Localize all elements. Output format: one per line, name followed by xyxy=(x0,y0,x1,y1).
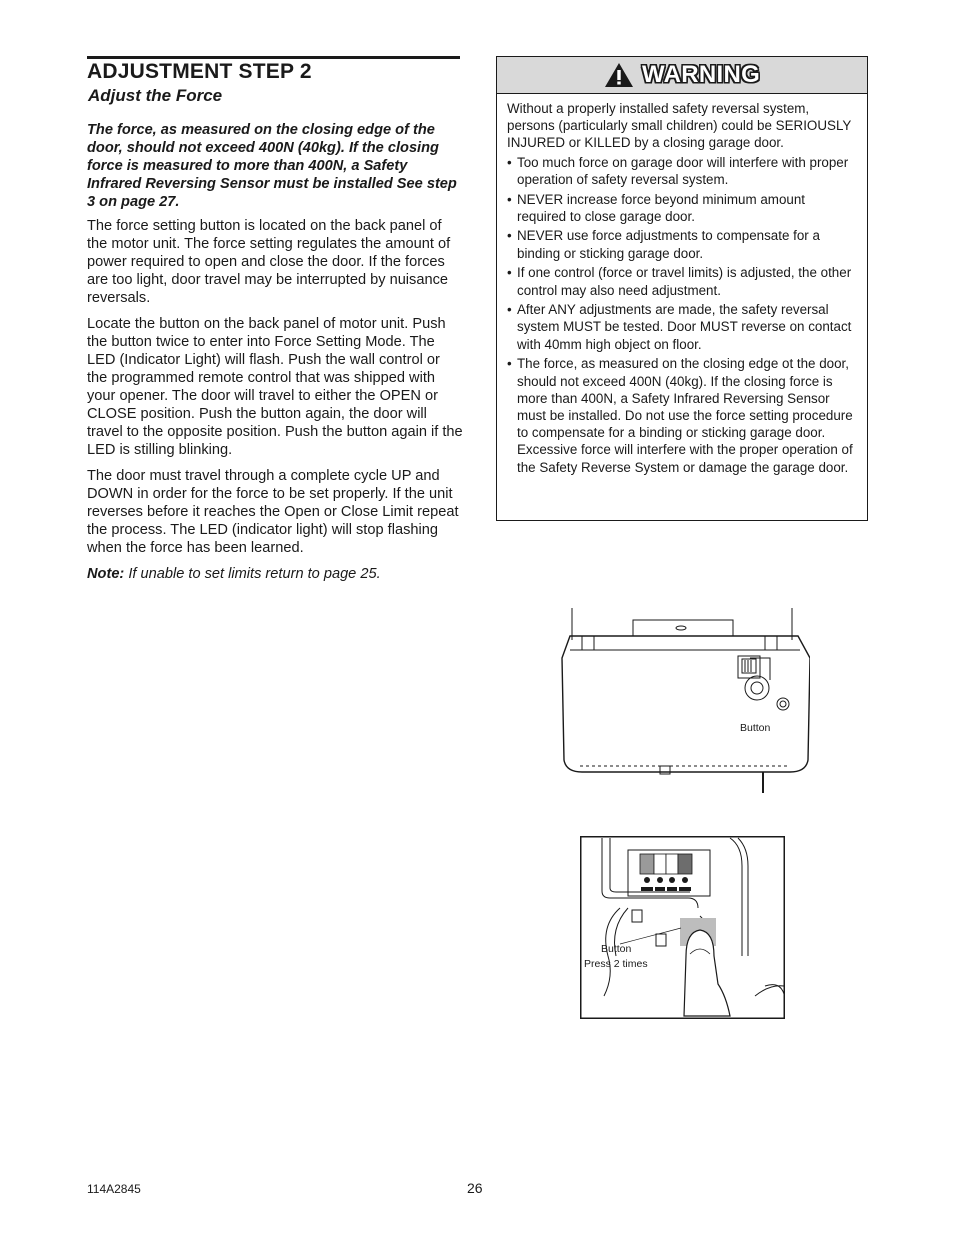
document-code: 114A2845 xyxy=(87,1182,141,1196)
note-text: If unable to set limits return to page 25. xyxy=(124,566,381,582)
warning-item: • Too much force on garage door will interfere with proper operation of safety reversal system. xyxy=(507,154,857,188)
motor-unit-illustration xyxy=(560,600,810,800)
motor-unit-drawing xyxy=(560,600,810,800)
warning-item: • If one control (force or travel limits) is adjusted, the other control may also need adjustment. xyxy=(507,264,857,298)
page-subtitle: Adjust the Force xyxy=(88,86,223,105)
motor-button-label: Button xyxy=(740,722,771,734)
heading-rule xyxy=(87,56,460,59)
warning-body xyxy=(497,94,867,476)
warning-list xyxy=(507,154,857,476)
paragraph-force-button: The force setting button is located on the back panel of the motor unit. The force setting regulates the amount of power required to open and close the door. If the forces are too light, door travel may be interrupted by nuisance reversals. xyxy=(87,218,451,306)
page-title: ADJUSTMENT STEP 2 xyxy=(87,60,312,83)
warning-item: • NEVER increase force beyond minimum amount required to close garage door. xyxy=(507,191,857,225)
page-number: 26 xyxy=(467,1180,483,1196)
warning-item: • NEVER use force adjustments to compensate for a binding or sticking garage door. xyxy=(507,227,857,261)
instructions-column xyxy=(87,121,463,591)
warning-triangle-icon xyxy=(604,62,634,88)
warning-item: • The force, as measured on the closing edge ot the door, should not exceed 400N (40kg). If the closing force is more than 400N, a Safety Infrared Reversing Sensor must be installed. Do not use the force setting procedure to compensate for a binding or sticking garage door. Excessive force will interfere with the proper operation of the Safety Reverse System or damage the garage door. xyxy=(507,355,857,475)
warning-header xyxy=(497,57,867,94)
note-label: Note: xyxy=(87,566,125,582)
closeup-press-label: Press 2 times xyxy=(584,958,648,970)
warning-title: WARNING xyxy=(641,61,761,88)
button-closeup-illustration xyxy=(580,836,785,1019)
paragraph-locate-button: Locate the button on the back panel of motor unit. Push the button twice to enter into Force Setting Mode. The LED (Indicator Light) will flash. Push the wall control or the programmed remote control that was shipped with your opener. The door will travel to either the OPEN or CLOSE position. Push the button again, the door will travel to the opposite position. Push the button again if the LED is stilling blinking. xyxy=(87,316,463,458)
button-closeup-drawing xyxy=(580,836,785,1019)
paragraph-complete-cycle: The door must travel through a complete cycle UP and DOWN in order for the force to be set properly. If the unit reverses before it reaches the Open or Close Limit repeat the process. The LED (indicator light) will stop flashing when the force has been learned. xyxy=(87,468,459,556)
warning-item: • After ANY adjustments are made, the safety reversal system MUST be tested. Door MUST reverse on contact with 40mm high object on floor. xyxy=(507,301,857,353)
warning-box xyxy=(496,56,868,521)
lead-paragraph: The force, as measured on the closing edge of the door, should not exceed 400N (40kg). If the closing force is measured to more than 400N, a Safety Infrared Reversing Sensor must be installed See step 3 on page 27. xyxy=(87,122,457,210)
closeup-button-label: Button xyxy=(601,943,632,955)
note-paragraph xyxy=(87,565,463,583)
warning-intro: Without a properly installed safety reversal system, persons (particularly small children) could be SERIOUSLY INJURED or KILLED by a closing garage door. xyxy=(507,101,852,151)
